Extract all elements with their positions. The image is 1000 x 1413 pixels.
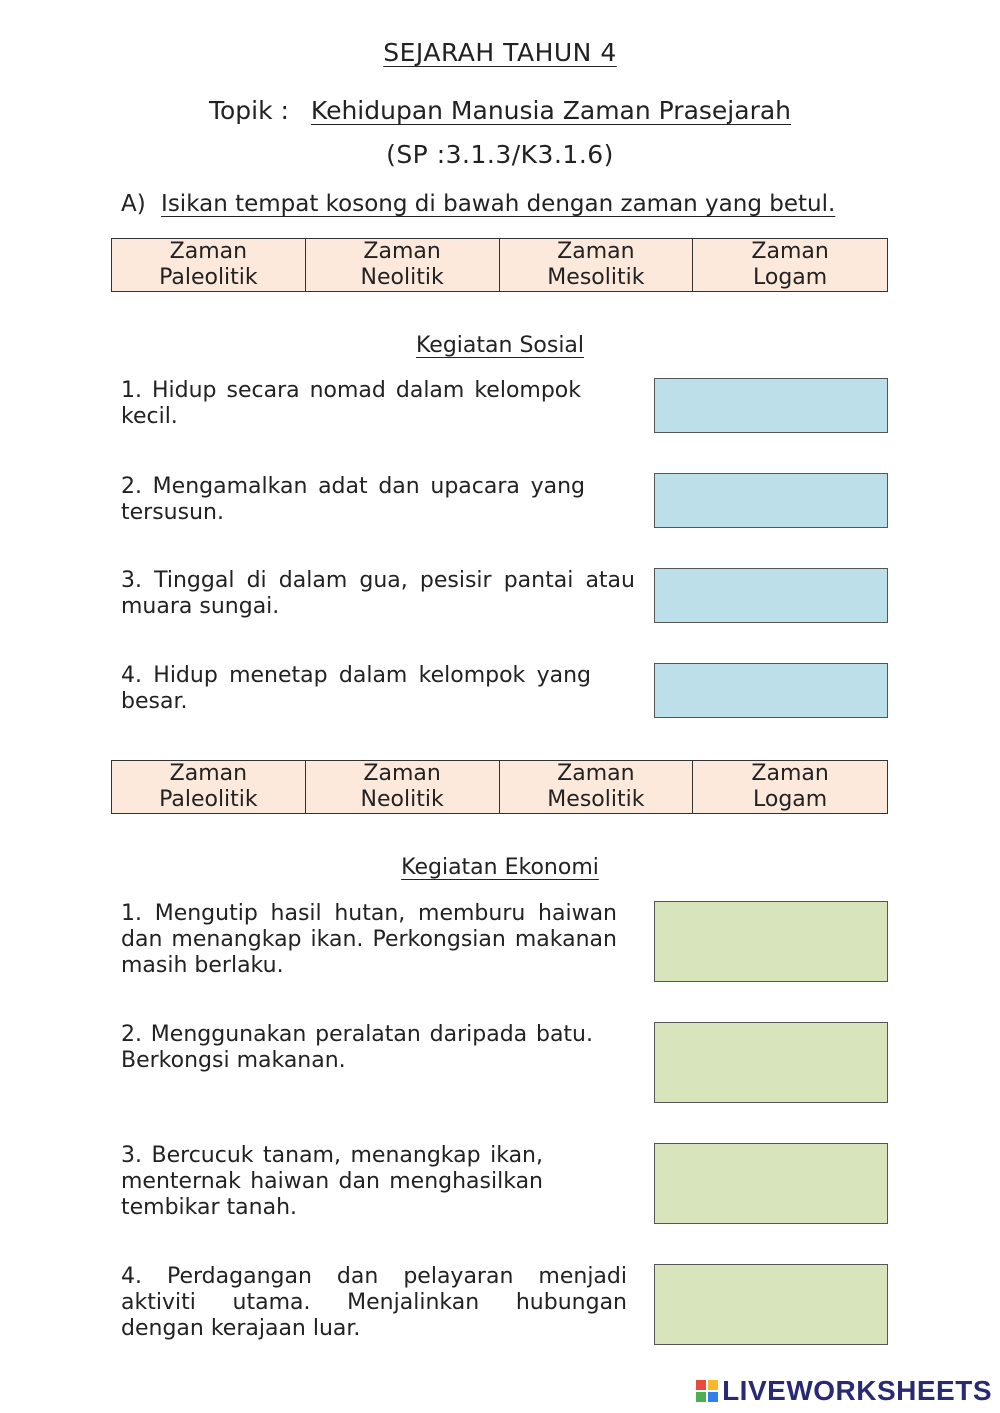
topic-prefix: Topik :	[208, 96, 289, 125]
liveworksheets-logo-text: LIVEWORKSHEETS	[722, 1375, 992, 1406]
zaman-option[interactable]: Zaman Logam	[751, 239, 829, 290]
zaman-option[interactable]: Zaman Mesolitik	[500, 761, 694, 813]
zaman-option[interactable]: Zaman Paleolitik	[112, 761, 306, 813]
zaman-option[interactable]: Zaman Neolitik	[306, 239, 500, 291]
section-heading-sosial: Kegiatan Sosial	[415, 333, 585, 358]
ekonomi-question-2: 2. Menggunakan peralatan daripada batu. Berkongsi makanan.	[121, 1022, 593, 1073]
zaman-options-table-1	[111, 238, 888, 292]
zaman-option[interactable]: Zaman Mesolitik	[500, 239, 694, 291]
sosial-answer-box-1[interactable]	[654, 378, 888, 433]
sosial-answer-box-4[interactable]	[654, 663, 888, 718]
instruction-label: A)	[121, 191, 146, 217]
liveworksheets-logo[interactable]	[696, 1375, 992, 1407]
ekonomi-question-1: 1. Mengutip hasil hutan, memburu haiwan dan menangkap ikan. Perkongsian makanan masih berlaku.	[121, 901, 617, 978]
zaman-options-table-2	[111, 760, 888, 814]
sosial-answer-box-2[interactable]	[654, 473, 888, 528]
instruction-text: Isikan tempat kosong di bawah dengan zaman yang betul.	[161, 191, 836, 217]
page-title: SEJARAH TAHUN 4	[383, 38, 617, 67]
ekonomi-question-3: 3. Bercucuk tanam, menangkap ikan, menternak haiwan dan menghasilkan tembikar tanah.	[121, 1143, 543, 1220]
sosial-question-2: 2. Mengamalkan adat dan upacara yang tersusun.	[121, 474, 585, 525]
zaman-option[interactable]: Zaman Paleolitik	[112, 239, 306, 291]
ekonomi-question-4: 4. Perdagangan dan pelayaran menjadi aktiviti utama. Menjalinkan hubungan dengan kerajaan luar.	[121, 1264, 627, 1341]
instruction	[121, 191, 835, 217]
zaman-option[interactable]: Zaman Neolitik	[306, 761, 500, 813]
liveworksheets-logo-icon	[696, 1380, 718, 1402]
ekonomi-answer-box-3[interactable]	[654, 1143, 888, 1224]
zaman-option[interactable]: Zaman Logam	[751, 761, 829, 812]
ekonomi-answer-box-2[interactable]	[654, 1022, 888, 1103]
sosial-question-3: 3. Tinggal di dalam gua, pesisir pantai atau muara sungai.	[121, 568, 635, 619]
sosial-question-4: 4. Hidup menetap dalam kelompok yang besar.	[121, 663, 591, 714]
topic-line	[0, 96, 1000, 125]
ekonomi-answer-box-1[interactable]	[654, 901, 888, 982]
section-heading-ekonomi: Kegiatan Ekonomi	[401, 855, 599, 880]
ekonomi-answer-box-4[interactable]	[654, 1264, 888, 1345]
sosial-answer-box-3[interactable]	[654, 568, 888, 623]
topic-title: Kehidupan Manusia Zaman Prasejarah	[310, 96, 792, 125]
standard-code: (SP :3.1.3/K3.1.6)	[386, 140, 614, 169]
sosial-question-1: 1. Hidup secara nomad dalam kelompok kecil.	[121, 378, 581, 429]
